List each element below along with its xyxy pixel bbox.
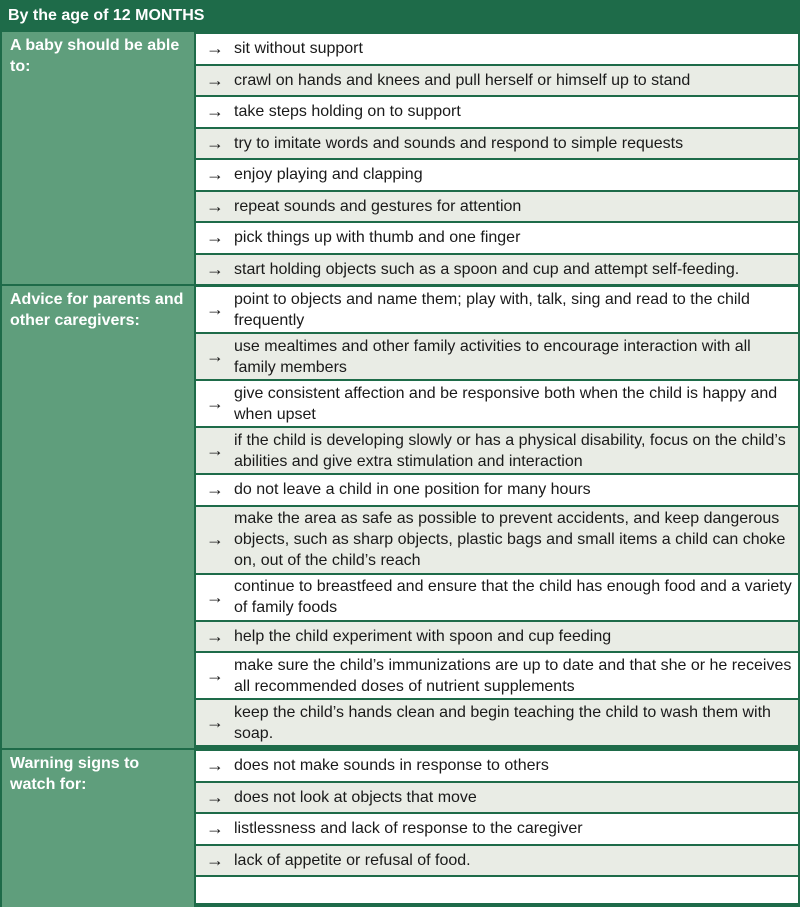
list-item: → continue to breastfeed and ensure that the child has enough food and a variety of family foods [196,575,798,620]
list-item: → start holding objects such as a spoon and cup and attempt self-feeding. [196,255,798,285]
list-item: → keep the child’s hands clean and begin teaching the child to wash them with soap. [196,700,798,745]
abilities-list [196,32,798,284]
section-label-abilities: A baby should be able to: [2,32,194,284]
warning-list [196,750,798,907]
arrow-right-icon: → [206,755,224,776]
arrow-right-icon: → [206,625,224,646]
list-item: → if the child is developing slowly or has a physical disability, focus on the child’s abilities and give extra stimulation and interaction [196,428,798,473]
table-header: By the age of 12 MONTHS [0,0,800,32]
list-item: → repeat sounds and gestures for attention [196,192,798,222]
arrow-right-icon: → [206,101,224,122]
section-label-advice: Advice for parents and other caregivers: [2,286,194,748]
arrow-right-icon: → [206,38,224,59]
list-item: → does not look at objects that move [196,783,798,813]
section-label-warning: Warning signs to watch for: [2,750,194,907]
empty-row [196,877,798,903]
list-item: → sit without support [196,34,798,64]
section-advice [0,286,800,748]
list-item: → pick things up with thumb and one finger [196,223,798,253]
list-item: → make sure the child’s immunizations are up to date and that she or he receives all recommended doses of nutrient supplements [196,653,798,698]
arrow-right-icon: → [206,393,224,413]
list-item: → crawl on hands and knees and pull herself or himself up to stand [196,66,798,96]
list-item: → does not make sounds in response to others [196,751,798,781]
arrow-right-icon: → [206,346,224,366]
arrow-right-icon: → [206,850,224,871]
arrow-right-icon: → [206,529,224,550]
arrow-right-icon: → [206,440,224,460]
section-abilities [0,32,800,284]
list-item: → give consistent affection and be responsive both when the child is happy and when upset [196,381,798,426]
arrow-right-icon: → [206,712,224,733]
list-item: → point to objects and name them; play with, talk, sing and read to the child frequently [196,287,798,332]
list-item: → use mealtimes and other family activities to encourage interaction with all family members [196,334,798,379]
arrow-right-icon: → [206,195,224,216]
list-item: → make the area as safe as possible to prevent accidents, and keep dangerous objects, such as sharp objects, plastic bags and small items a child can choke on, out of the child’s reach [196,507,798,573]
list-item: → help the child experiment with spoon and cup feeding [196,622,798,652]
advice-list [196,286,798,748]
section-warning-signs [0,750,800,907]
arrow-right-icon: → [206,227,224,248]
arrow-right-icon: → [206,586,224,607]
list-item: → listlessness and lack of response to the caregiver [196,814,798,844]
arrow-right-icon: → [206,818,224,839]
list-item: → do not leave a child in one position for many hours [196,475,798,505]
list-item: → enjoy playing and clapping [196,160,798,190]
arrow-right-icon: → [206,479,224,500]
arrow-right-icon: → [206,299,224,319]
arrow-right-icon: → [206,132,224,153]
arrow-right-icon: → [206,69,224,90]
arrow-right-icon: → [206,258,224,279]
list-item: → take steps holding on to support [196,97,798,127]
arrow-right-icon: → [206,786,224,807]
arrow-right-icon: → [206,164,224,185]
list-item: → lack of appetite or refusal of food. [196,846,798,876]
list-item: → try to imitate words and sounds and respond to simple requests [196,129,798,159]
arrow-right-icon: → [206,665,224,686]
